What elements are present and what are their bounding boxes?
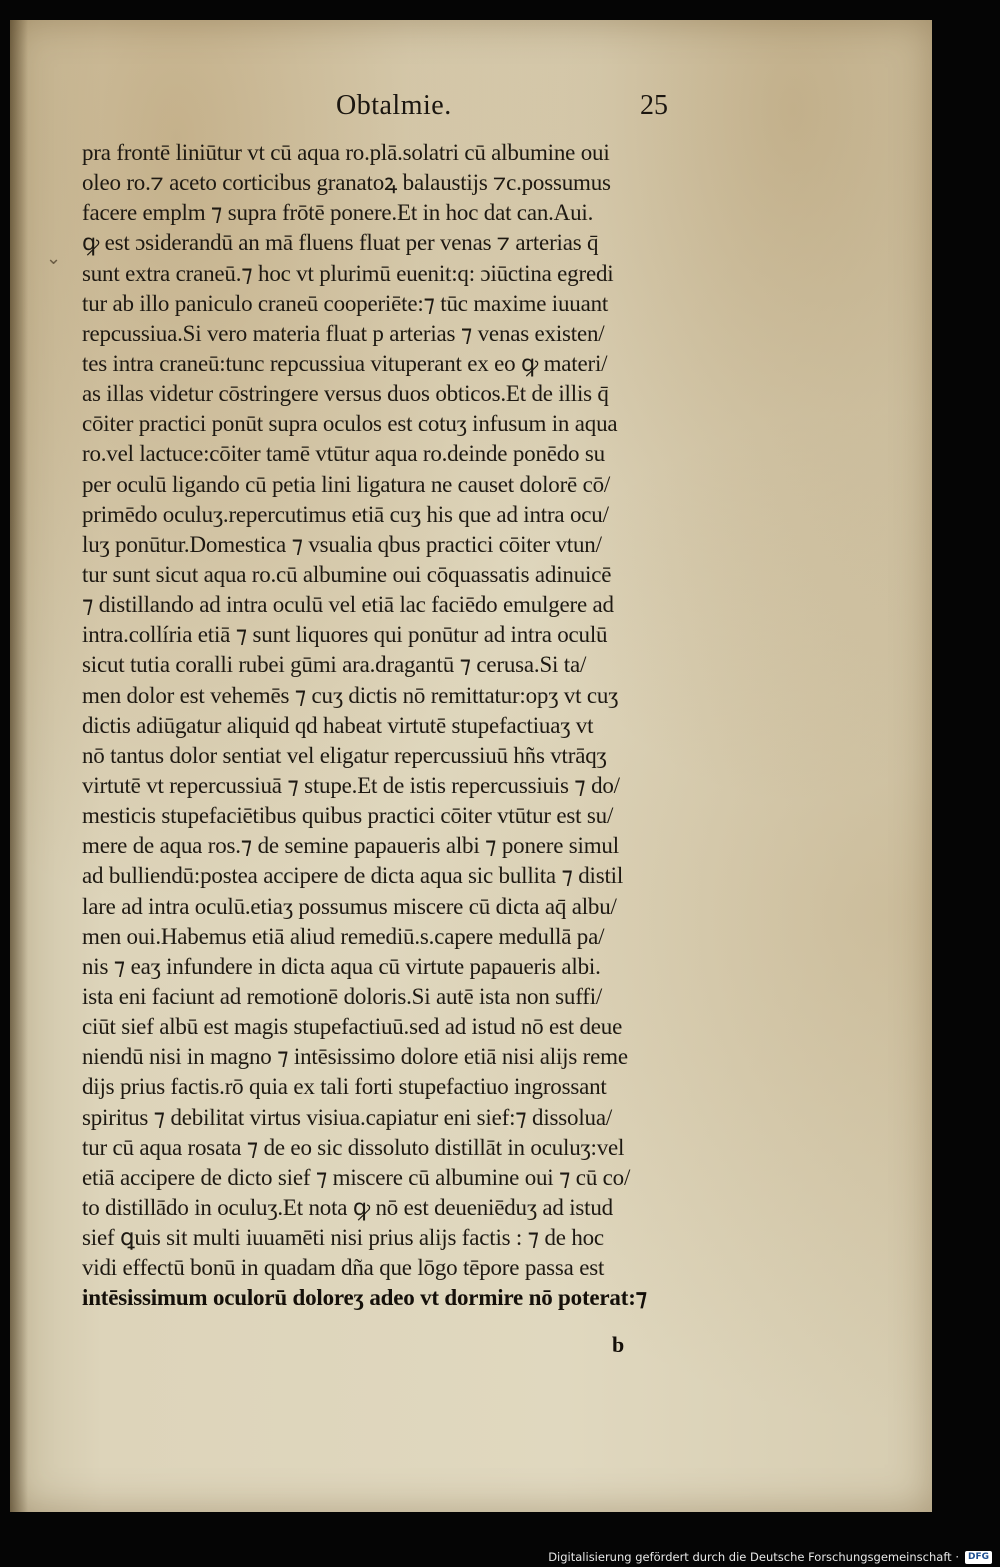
text-line: pra frontē liniūtur vt cū aqua ro.plā.solatri cū albumine oui bbox=[82, 140, 610, 165]
folio-number: 25 bbox=[640, 90, 668, 121]
book-page bbox=[10, 20, 932, 1512]
text-line: tur ab illo paniculo craneū cooperiēte:⁊ tūc maxime iuuant bbox=[82, 290, 609, 316]
text-line: nō tantus dolor sentiat vel eligatur repercussiuū hñs vtrāqʒ bbox=[82, 742, 607, 768]
text-line: ciūt sief albū est magis stupefactiuū.sed ad istud nō est deue bbox=[82, 1014, 623, 1040]
text-line: tur cū aqua rosata ⁊ de eo sic dissoluto distillāt in oculuʒ:vel bbox=[82, 1134, 625, 1160]
text-line: repcussiua.Si vero materia fluat p arterias ⁊ venas existen/ bbox=[82, 320, 605, 346]
page-gutter-shadow bbox=[10, 20, 28, 1512]
text-line: sicut tutia coralli rubei gūmi ara.dragantū ⁊ cerusa.Si ta/ bbox=[82, 652, 587, 678]
text-line: niendū nisi in magno ⁊ intēsissimo dolore etiā nisi alijs reme bbox=[82, 1044, 628, 1070]
text-line: mere de aqua ros.⁊ de semine papaueris albi ⁊ ponere simul bbox=[82, 833, 619, 859]
footer-credit bbox=[548, 1547, 992, 1567]
text-line: ro.vel lactuce:cōiter tamē vtūtur aqua ro.deinde ponēdo su bbox=[82, 441, 605, 467]
text-line: ꝙ est ɔsiderandū an mā fluens fluat per venas ⁊ arterias q̄ bbox=[82, 230, 599, 256]
text-line: per oculū ligando cū petia lini ligatura ne causet dolorē cō/ bbox=[82, 471, 611, 497]
margin-mark-icon: ⌄ bbox=[46, 248, 62, 269]
text-line: ad bulliendū:postea accipere de dicta aqua sic bullita ⁊ distil bbox=[82, 863, 624, 889]
text-block bbox=[82, 138, 772, 1313]
text-line: sunt extra craneū.⁊ hoc vt plurimū euenit:q: ɔiūctina egredi bbox=[82, 260, 614, 286]
text-line: luʒ ponūtur.Domestica ⁊ vsualia qbus practici cōiter vtun/ bbox=[82, 531, 602, 557]
text-line: to distillādo in oculuʒ.Et nota ꝙ nō est deueniēduʒ ad istud bbox=[82, 1194, 613, 1220]
dfg-logo-icon: DFG bbox=[965, 1551, 992, 1564]
text-line: ⁊ distillando ad intra oculū vel etiā lac faciēdo emulgere ad bbox=[82, 592, 614, 618]
text-line: sief ꝗuis sit multi iuuamēti nisi prius alijs factis : ⁊ de hoc bbox=[82, 1225, 604, 1251]
text-line: facere emplm ⁊ supra frōtē ponere.Et in hoc dat can.Aui. bbox=[82, 200, 594, 226]
footer-credit-text: Digitalisierung gefördert durch die Deutsche Forschungsgemeinschaft · bbox=[548, 1550, 959, 1564]
text-line: spiritus ⁊ debilitat virtus visiua.capiatur eni sief:⁊ dissolua/ bbox=[82, 1104, 613, 1130]
catchword: b bbox=[612, 1332, 625, 1357]
text-line: intra.collíria etiā ⁊ sunt liquores qui ponūtur ad intra oculū bbox=[82, 622, 608, 648]
text-line: mesticis stupefaciētibus quibus practici cōiter vtūtur est su/ bbox=[82, 803, 614, 829]
text-line: oleo ro.⁊ aceto corticibus granatoꝝ balaustijs ⁊c.possumus bbox=[82, 170, 611, 196]
text-line: intēsissimum oculorū doloreʒ adeo vt dormire nō poterat:⁊ bbox=[82, 1285, 647, 1311]
text-line: men dolor est vehemēs ⁊ cuʒ dictis nō remittatur:opʒ vt cuʒ bbox=[82, 682, 619, 708]
text-line: primēdo oculuʒ.repercutimus etiā cuʒ his que ad intra ocu/ bbox=[82, 501, 609, 527]
text-line: tur sunt sicut aqua ro.cū albumine oui cōquassatis adinuicē bbox=[82, 561, 612, 587]
text-line: men oui.Habemus etiā aliud remediū.s.capere medullā pa/ bbox=[82, 923, 605, 949]
text-line: nis ⁊ eaʒ infundere in dicta aqua cū virtute papaueris albi. bbox=[82, 953, 601, 979]
text-line: virtutē vt repercussiuā ⁊ stupe.Et de istis repercussiuis ⁊ do/ bbox=[82, 772, 620, 798]
text-line: as illas videtur cōstringere versus duos obticos.Et de illis q̄ bbox=[82, 381, 609, 407]
text-line: cōiter practici ponūt supra oculos est cotuʒ infusum in aqua bbox=[82, 411, 618, 437]
running-head: Obtalmie. bbox=[336, 90, 452, 121]
text-line: dictis adiūgatur aliquid qd habeat virtutē stupefactiuaʒ vt bbox=[82, 712, 594, 738]
text-line: dijs prius factis.rō quia ex tali forti stupefactiuo ingrossant bbox=[82, 1074, 607, 1100]
text-line: lare ad intra oculū.etiaʒ possumus miscere cū dicta aq̄ albu/ bbox=[82, 893, 617, 919]
text-line: vidi effectū bonū in quadam dña que lōgo tēpore passa est bbox=[82, 1255, 605, 1281]
text-line: etiā accipere de dicto sief ⁊ miscere cū albumine oui ⁊ cū co/ bbox=[82, 1164, 631, 1190]
text-line: tes intra craneū:tunc repcussiua vituperant ex eo ꝙ materi/ bbox=[82, 350, 608, 376]
text-line: ista eni faciunt ad remotionē doloris.Si autē ista non suffi/ bbox=[82, 983, 603, 1009]
